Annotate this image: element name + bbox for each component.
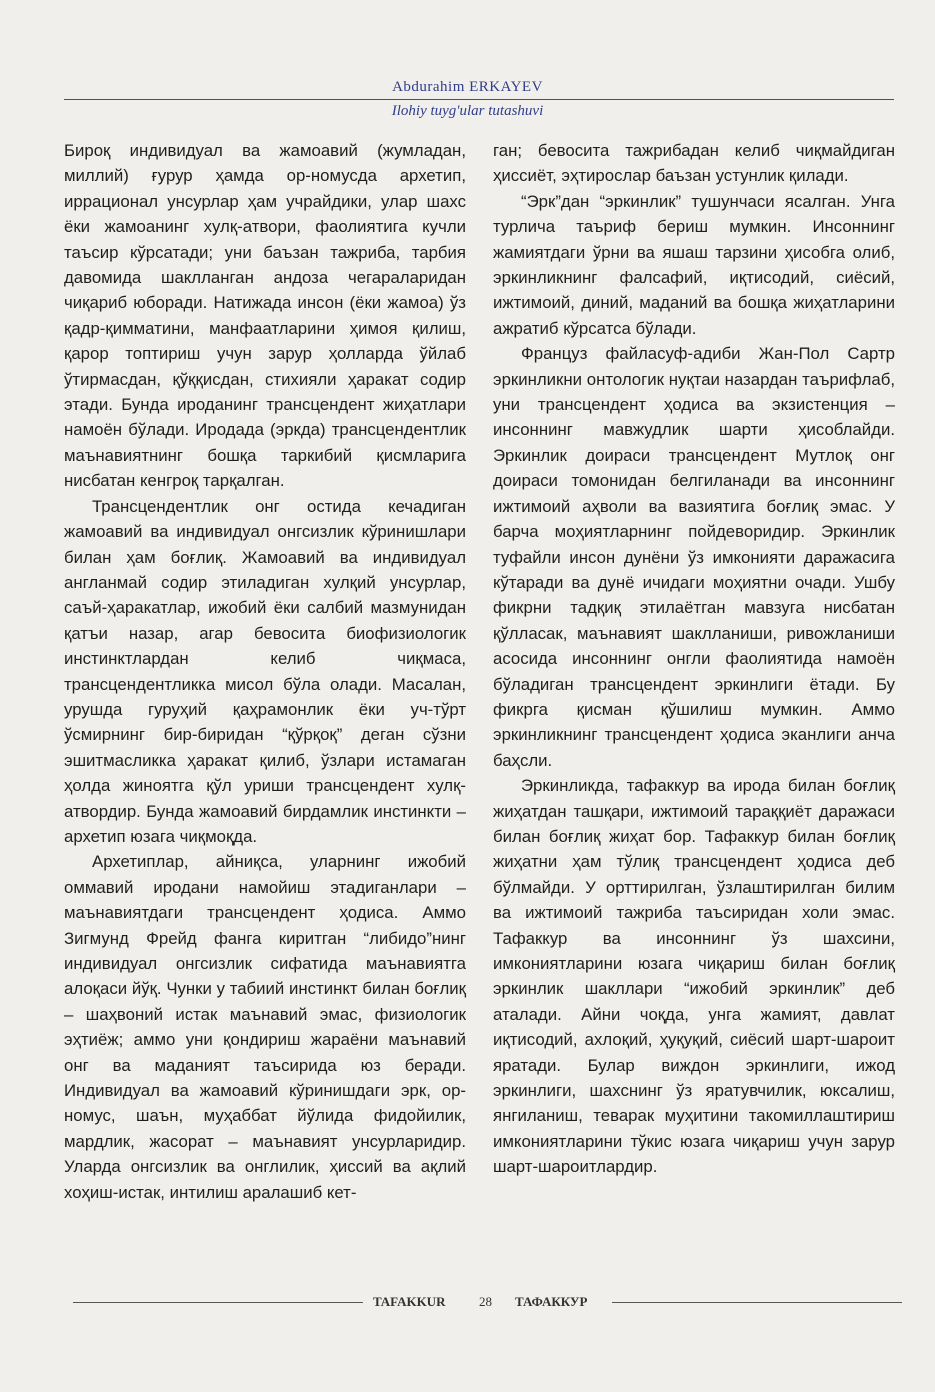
- paragraph: Трансцендентлик онг остида кечадиган жамоавий ва индивидуал онгсизлик кўринишлари билан ҳам боғлиқ. Жамоавий ва индивидуал англанмай содир этиладиган хулқий унсурлар, саъй-ҳаракатлар, ижобий ёки салбий мазмунидан қатъи назар, агар бевосита биофизиологик инстинктлардан келиб чиқмаса, трансцендентликка мисол бўла олади. Масалан, урушда гуруҳий қаҳрамонлик ёки уч-тўрт ўсмирнинг бир-биридан “қўрқоқ” деган сўзни эшитмасликка ҳаракат қилиб, ўзлари истамаган ҳолда жиноятга қўл уриши трансцендент хулқ-атвордир. Бунда жамоавий бирдамлик инстинкти – архетип юзага чиқмоқда.: [64, 496, 466, 846]
- header-rule: [64, 99, 894, 100]
- book-title: Ilohiy tuyg'ular tutashuvi: [391, 103, 544, 119]
- left-column: [64, 138, 466, 1205]
- page-number: 28: [479, 1294, 492, 1309]
- paragraph: ган; бевосита тажрибадан келиб чиқмайдиган ҳиссиёт, эҳтирослар баъзан устунлик қилади.: [493, 141, 895, 186]
- page-footer: [0, 1293, 935, 1313]
- paragraph: Архетиплар, айниқса, уларнинг ижобий оммавий иродани намойиш этадиганлари – маънавиятдаги трансцендент ҳодиса. Аммо Зигмунд Фрейд фанга киритган “либидо”нинг индивидуал онгсизлик сифатида маънавиятга алоқаси йўқ. Чунки у табиий инстинкт билан боғлиқ – шаҳвоний истак маънавий эмас, физиологик эҳтиёж; аммо уни қондириш жараёни маънавий онг ва маданият таъсирида юз беради. Индивидуал ва жамоавий кўринишдаги эрк, ор-номус, шаън, муҳаббат йўлида фидойилик, мардлик, жасорат – маънавият унсурларидир. Уларда онгсизлик ва онглилик, ҳиссий ва ақлий хоҳиш-истак, интилиш аралашиб кет-: [64, 852, 466, 1202]
- footer-rule-right: [612, 1302, 902, 1303]
- journal-name-cyrillic: ТАФАККУР: [515, 1294, 588, 1309]
- paragraph: Француз файласуф-адиби Жан-Пол Сартр эркинликни онтологик нуқтаи назардан таърифлаб, уни трансцендент ҳодиса ва экзистенция – инсоннинг мавжудлик шарти ҳисоблайди. Эркинлик доираси трансцендент Мутлоқ онг доираси томонидан белгиланади ва инсоннинг ижтимоий аҳволи ва вазиятига боғлиқ эмас. У барча моҳиятларнинг пойдеворидир. Эркинлик туфайли инсон дунёни ўз имконияти даражасига кўтаради ва дунё ичидаги моҳиятни очади. Ушбу фикрни тадқиқ этилаётган мавзуга нисбатан қўлласак, маънавият шаклланиши, ривожланиши асосида инсоннинг онгли фаолиятида намоён бўладиган трансцендент эркинлиги ётади. Бу фикрга қисман қўшилиш мумкин. Аммо эркинликнинг трансцендент ҳодиса эканлиги анча баҳсли.: [493, 344, 895, 770]
- running-header: [0, 78, 935, 96]
- paragraph: Бироқ индивидуал ва жамоавий (жумладан, миллий) ғурур ҳамда ор-номусда архетип, иррационал унсурлар ҳам учрайдики, улар шахс ёки жамоанинг хулқ-атвори, фаолиятига кучли таъсир кўрсатади; уни баъзан тажриба, тарбия давомида шаклланган андоза чегараларидан чиқариб юборади. Натижада инсон (ёки жамоа) ўз қадр-қимматини, манфаатларини ҳимоя қилиш, қарор топтириш учун зарур ҳолларда ўйлаб ўтирмасдан, қўққисдан, стихияли ҳаракат содир этади. Бунда ироданинг трансцендент жиҳатлари намоён бўлади. Иродада (эркда) трансцендентлик маънавиятнинг бошқа таркибий қисмларига нисбатан кенгроқ тарқалган.: [64, 141, 466, 491]
- paragraph: “Эрк”дан “эркинлик” тушунчаси ясалган. Унга турлича таъриф бериш мумкин. Инсоннинг жамиятдаги ўрни ва яшаш тарзини ҳисобга олиб, эркинликнинг фалсафий, иқтисодий, сиёсий, ижтимоий, диний, маданий ва бошқа жиҳатларини ажратиб кўрсатса бўлади.: [493, 191, 895, 338]
- author-name: Abdurahim ERKAYEV: [392, 79, 543, 95]
- right-column: [493, 138, 895, 1180]
- footer-rule-left: [73, 1302, 363, 1303]
- journal-name-latin: TAFAKKUR: [373, 1294, 446, 1309]
- paragraph: Эркинликда, тафаккур ва ирода билан боғлиқ жиҳатдан ташқари, ижтимоий тараққиёт даражаси билан боғлиқ жиҳат бор. Тафаккур билан боғлиқ жиҳатни ҳам тўлиқ трансцендент ҳодиса деб бўлмайди. У орттирилган, ўзлаштирилган билим ва ижтимоий тажриба таъсиридан холи эмас. Тафаккур ва инсоннинг ўз шахсини, имкониятларини юзага чиқариш билан боғлиқ эркинлик шакллари “ижобий эркинлик” деб аталади. Айни чоқда, унга жамият, давлат иқтисодий, ахлоқий, ҳуқуқий, сиёсий шарт-шароит яратади. Булар виждон эркинлиги, ижод эркинлиги, шахснинг ўз яратувчилик, юксалиш, янгиланиш, теварак муҳитини такомиллаштириш имкониятларини тўкис юзага чиқариш учун зарур шарт-шароитлардир.: [493, 776, 895, 1177]
